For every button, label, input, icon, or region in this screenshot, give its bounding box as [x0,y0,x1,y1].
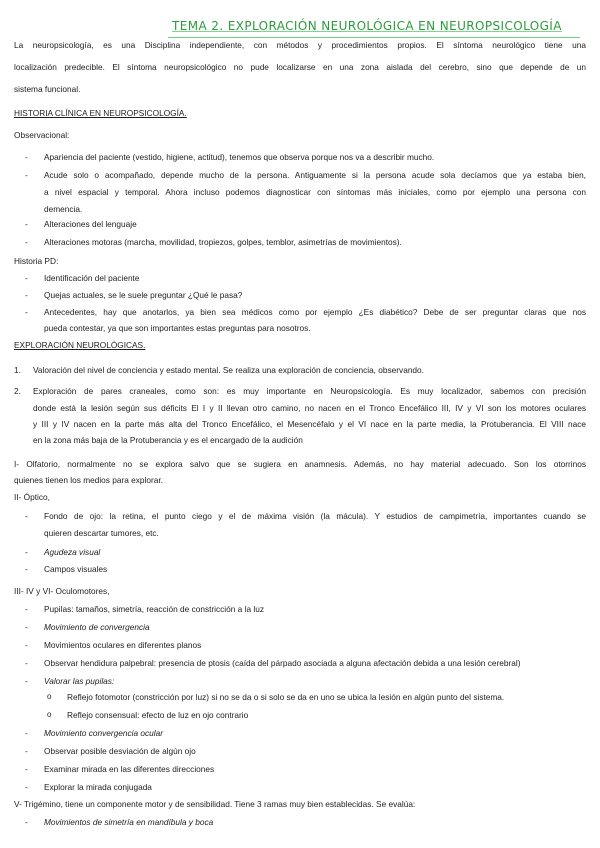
dash-bullet: - [25,564,28,574]
dash-bullet: - [25,658,28,668]
intro-line: sistema funcional. [14,84,81,94]
list-item: Movimiento de convergencia [44,622,150,632]
list-item: Examinar mirada en las diferentes direcciones [44,764,215,774]
dash-bullet: - [25,273,28,283]
list-item: Explorar la mirada conjugada [44,782,152,792]
dash-bullet: - [25,604,28,614]
list-item: Observar posible desviación de algún ojo [44,746,196,756]
intro-line: La neuropsicología, es una Disciplina independiente, con métodos y procedimientos propios. El síntoma neurológico tiene una [14,40,586,50]
dash-bullet: - [25,307,28,317]
subheading: III- IV y VI- Oculomotores, [14,586,110,596]
dash-bullet: - [25,237,28,247]
dash-bullet: - [25,547,28,557]
list-item: Movimiento convergencia ocular [44,728,163,738]
dash-bullet: - [25,640,28,650]
dash-bullet: - [25,290,28,300]
page-title: TEMA 2. EXPLORACIÓN NEUROLÓGICA EN NEUROPSICOLOGÍA [172,19,562,33]
sub-list-item: Reflejo consensual: efecto de luz en ojo contrario [67,710,249,720]
list-item: Movimientos de simetría en mandíbula y boca [44,817,214,827]
dash-bullet: - [25,511,28,521]
section-heading: HISTORIA CLÍNICA EN NEUROPSICOLOGÍA. [14,108,187,118]
list-item: Fondo de ojo: la retina, el punto ciego y el de máxima visión (la mácula). Y estudios de campimetría, importantes cuando se [44,511,586,521]
list-item: Alteraciones del lenguaje [44,219,137,229]
list-item: Acude solo o acompañado, depende mucho de la persona. Antiguamente si la persona acude sola decíamos que ya estaba bien, [44,170,586,180]
dash-bullet: - [25,746,28,756]
list-item: Movimientos oculares en diferentes planos [44,640,202,650]
list-item: Apariencia del paciente (vestido, higiene, actitud), tenemos que observa porque nos va a describir mucho. [44,152,435,162]
dash-bullet: - [25,817,28,827]
subheading: II- Óptico, [14,492,50,502]
list-item: Agudeza visual [44,547,101,557]
circle-bullet: o [47,710,52,719]
list-item: Observar hendidura palpebral: presencia de ptosis (caída del párpado asociada a alguna afectación debida a una lesión cerebral) [44,658,521,668]
list-item: Pupilas: tamaños, simetría, reacción de constricción a la luz [44,604,264,614]
numbered-item: donde está la lesión según sus déficits El I y II llevan otro camino, no nacen en el Tronco Encefálico III, IV y VI son los motores oculares [33,403,586,413]
dash-bullet: - [25,219,28,229]
dash-bullet: - [25,152,28,162]
list-item: Identificación del paciente [44,273,140,283]
dash-bullet: - [25,170,28,180]
list-item: Antecedentes, hay que anotarlos, ya bien sea médicos como por ejemplo ¿Es diabético? Debe de ser preguntar claras que nos [44,307,586,317]
dash-bullet: - [25,622,28,632]
sub-list-item: Reflejo fotomotor (constricción por luz) si no se da o si solo se da en uno se ubica la lesión en algún punto del sistema. [67,692,505,702]
list-item: Valorar las pupilas: [44,676,115,686]
title-bar [168,18,580,38]
paragraph-line: V- Trigémino, tiene un componente motor y de sensibilidad. Tiene 3 ramas muy bien establecidas. Se evalúa: [14,799,416,809]
paragraph-line: quienes tienen los medios para explorar. [14,475,163,485]
list-item: demencia. [44,204,83,214]
dash-bullet: - [25,782,28,792]
subheading: Observacional: [14,130,70,140]
circle-bullet: o [47,692,52,701]
numbered-item: Exploración de pares craneales, como son: es muy importante en Neuropsicología. Es muy localizador, sabemos con precisión [33,386,586,396]
list-item: Quejas actuales, se le suele preguntar ¿Qué le pasa? [44,290,243,300]
numbered-marker: 1. [14,365,21,375]
dash-bullet: - [25,676,28,686]
list-item: quieren descartar tumores, etc. [44,528,159,538]
list-item: Campos visuales [44,564,108,574]
list-item: pueda contestar, ya que son importantes estas preguntas para nosotros. [44,323,311,333]
numbered-item: en la zona más baja de la Protuberancia y es el encargado de la audición [33,435,303,445]
intro-line: localización predecible. El síntoma neuropsicológico no pude localizarse en una zona aislada del cerebro, sino que depende de un [14,62,586,72]
subheading: Historia PD: [14,256,59,266]
numbered-marker: 2. [14,386,21,396]
numbered-item: Valoración del nivel de conciencia y estado mental. Se realiza una exploración de conciencia, observando. [33,365,424,375]
dash-bullet: - [25,728,28,738]
dash-bullet: - [25,764,28,774]
list-item: a nivel espacial y temporal. Ahora incluso podemos diagnosticar con síntomas más iniciales, como por ejemplo una persona con [44,187,586,197]
list-item: Alteraciones motoras (marcha, movilidad, tropiezos, golpes, temblor, asimetrías de movimientos). [44,237,402,247]
section-heading: EXPLORACIÓN NEUROLÓGICAS. [14,340,146,350]
numbered-item: y III y IV nacen en la parte más alta del Tronco Encefálico, el Mesencéfalo y el VI nace en la parte media, la Protuberancia. El VIII nace [33,419,586,429]
paragraph-line: I- Olfatorio, normalmente no se explora salvo que se sugiera en anamnesis. Además, no hay material adecuado. Son los otorrinos [14,459,586,469]
